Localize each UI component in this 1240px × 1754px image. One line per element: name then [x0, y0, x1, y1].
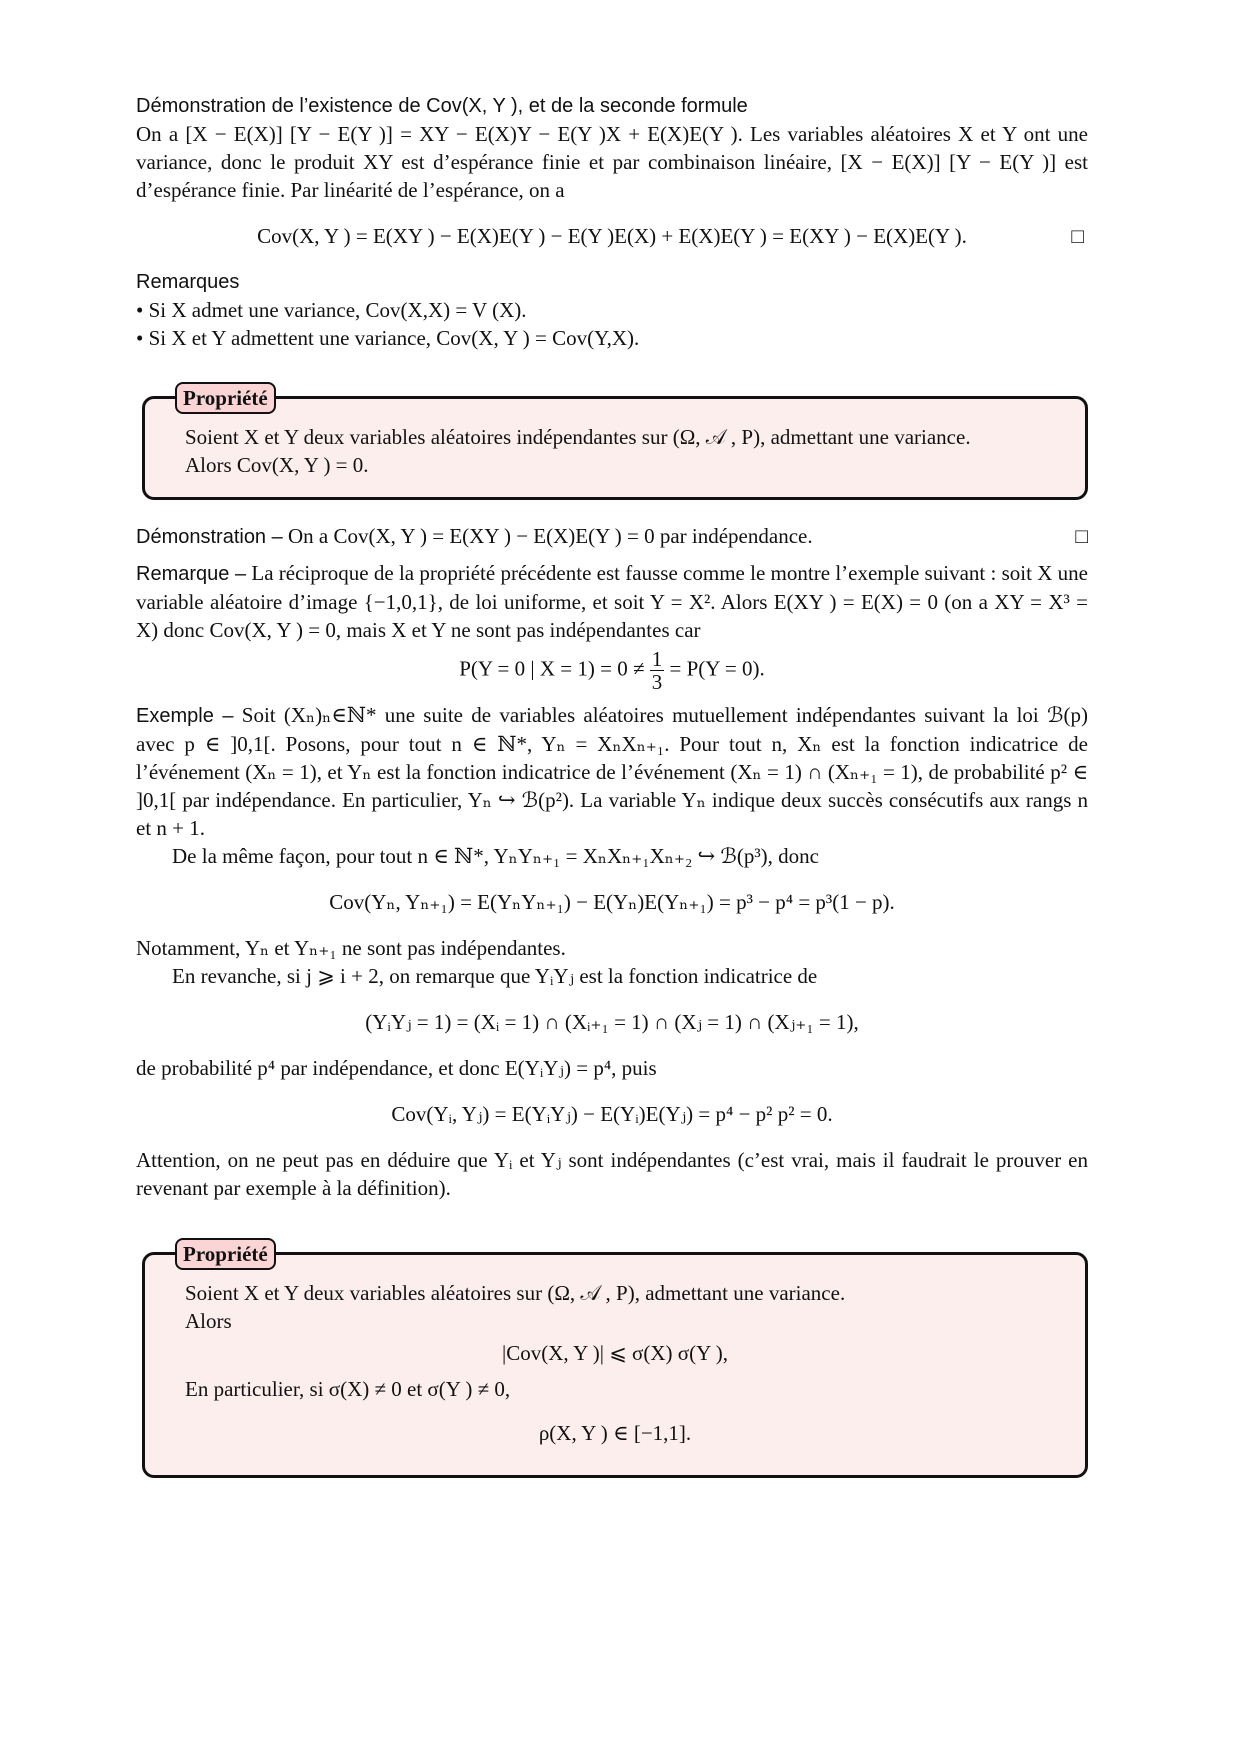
equation-right: = P(Y = 0).: [669, 656, 765, 681]
remark-label: Remarque –: [136, 563, 247, 585]
property-box-cauchy-schwarz: [142, 1242, 1088, 1478]
remark-item: • Si X admet une variance, Cov(X,X) = V (X).: [136, 298, 527, 322]
example-equation: Cov(Yᵢ, Yⱼ) = E(YᵢYⱼ) − E(Yᵢ)E(Yⱼ) = p⁴ − p² p² = 0.: [391, 1102, 833, 1126]
remark-item: • Si X et Y admettent une variance, Cov(X, Y ) = Cov(Y,X).: [136, 326, 640, 350]
remarks-title: Remarques: [136, 271, 240, 293]
demonstration-covariance-existence: [136, 92, 1088, 250]
property-statement: En particulier, si σ(X) ≠ 0 et σ(Y ) ≠ 0,: [185, 1377, 511, 1401]
property-conclusion: Alors Cov(X, Y ) = 0.: [185, 453, 369, 477]
demonstration-title: Démonstration de l’existence de Cov(X, Y ), et de la seconde formule: [136, 95, 748, 117]
page-content: [136, 92, 1088, 1500]
property-statement: Alors: [185, 1309, 232, 1333]
remark-counterexample: [136, 559, 1088, 693]
equation-left: P(Y = 0 | X = 1) = 0 ≠: [459, 656, 645, 681]
example-section: [136, 701, 1088, 1202]
covariance-equation-text: Cov(X, Y ) = E(XY ) − E(X)E(Y ) − E(Y )E(X) + E(X)E(Y ) = E(XY ) − E(X)E(Y ).: [257, 224, 967, 248]
demonstration-independence-text: On a Cov(X, Y ) = E(XY ) − E(X)E(Y ) = 0 par indépendance.: [288, 524, 813, 548]
example-equation: Cov(Yₙ, Yₙ₊₁) = E(YₙYₙ₊₁) − E(Yₙ)E(Yₙ₊₁) = p³ − p⁴ = p³(1 − p).: [329, 890, 895, 914]
qed-symbol: □: [1071, 224, 1084, 248]
property-equation: ρ(X, Y ) ∈ [−1,1].: [538, 1421, 692, 1445]
fraction-denominator: 3: [651, 670, 663, 694]
example-paragraph: En revanche, si j ⩾ i + 2, on remarque que YᵢYⱼ est la fonction indicatrice de: [172, 964, 818, 988]
demonstration-text: On a [X − E(X)] [Y − E(Y )] = XY − E(X)Y − E(Y )X + E(X)E(Y ). Les variables aléatoires X et Y ont une variance, donc le produit XY est d’espérance finie et par combinaison linéaire, [X − E(X)] [Y − E(Y )] est d’espérance finie. Par linéarité de l’espérance, on a: [136, 122, 1088, 202]
example-paragraph: Soit (Xₙ)ₙ∈ℕ* une suite de variables aléatoires mutuellement indépendantes suivant la loi ℬ(p) avec p ∈ ]0,1[. Posons, pour tout n ∈ ℕ*, Yₙ = XₙXₙ₊₁. Pour tout n, Xₙ est la fonction indicatrice de l’événement (Xₙ = 1), et Yₙ est la fonction indicatrice de l’événement (Xₙ = 1) ∩ (Xₙ₊₁ = 1), de probabilité p² ∈ ]0,1[ par indépendance. En particulier, Yₙ ↪ ℬ(p²). La variable Yₙ indique deux succès consécutifs aux rangs n et n + 1.: [136, 703, 1088, 840]
property-label: Propriété: [175, 1238, 276, 1270]
example-paragraph: de probabilité p⁴ par indépendance, et donc E(YᵢYⱼ) = p⁴, puis: [136, 1056, 657, 1080]
example-paragraph: Notamment, Yₙ et Yₙ₊₁ ne sont pas indépendantes.: [136, 936, 566, 960]
covariance-equation: [136, 222, 1088, 250]
property-box-independence: [142, 386, 1088, 500]
demonstration-independence: [136, 522, 1088, 551]
demonstration-label: Démonstration –: [136, 526, 283, 548]
fraction-one-third: [650, 648, 665, 693]
remark-text: La réciproque de la propriété précédente est fausse comme le montre l’exemple suivant : soit X une variable aléatoire d’image {−1,0,1}, de loi uniforme, et soit Y = X². Alors E(XY ) = E(X) = 0 (on a XY = X³ = X) donc Cov(X, Y ) = 0, mais X et Y ne sont pas indépendantes car: [136, 561, 1088, 642]
property-statement: Soient X et Y deux variables aléatoires indépendantes sur (Ω, 𝒜 , P), admettant une variance.: [185, 425, 971, 449]
fraction-numerator: 1: [651, 647, 663, 671]
remarks-section: [136, 268, 1088, 352]
property-statement: Soient X et Y deux variables aléatoires sur (Ω, 𝒜 , P), admettant une variance.: [185, 1281, 846, 1305]
property-equation: |Cov(X, Y )| ⩽ σ(X) σ(Y ),: [502, 1341, 728, 1365]
example-paragraph: Attention, on ne peut pas en déduire que Yᵢ et Yⱼ sont indépendantes (c’est vrai, mais il faudrait le prouver en revenant par exemple à la définition).: [136, 1148, 1088, 1200]
example-paragraph: De la même façon, pour tout n ∈ ℕ*, YₙYₙ₊₁ = XₙXₙ₊₁Xₙ₊₂ ↪ ℬ(p³), donc: [172, 844, 819, 868]
example-label: Exemple –: [136, 705, 234, 727]
property-label: Propriété: [175, 382, 276, 414]
qed-symbol: □: [1075, 524, 1088, 548]
probability-equation: [136, 648, 1088, 693]
example-equation: (YᵢYⱼ = 1) = (Xᵢ = 1) ∩ (Xᵢ₊₁ = 1) ∩ (Xⱼ = 1) ∩ (Xⱼ₊₁ = 1),: [365, 1010, 859, 1034]
